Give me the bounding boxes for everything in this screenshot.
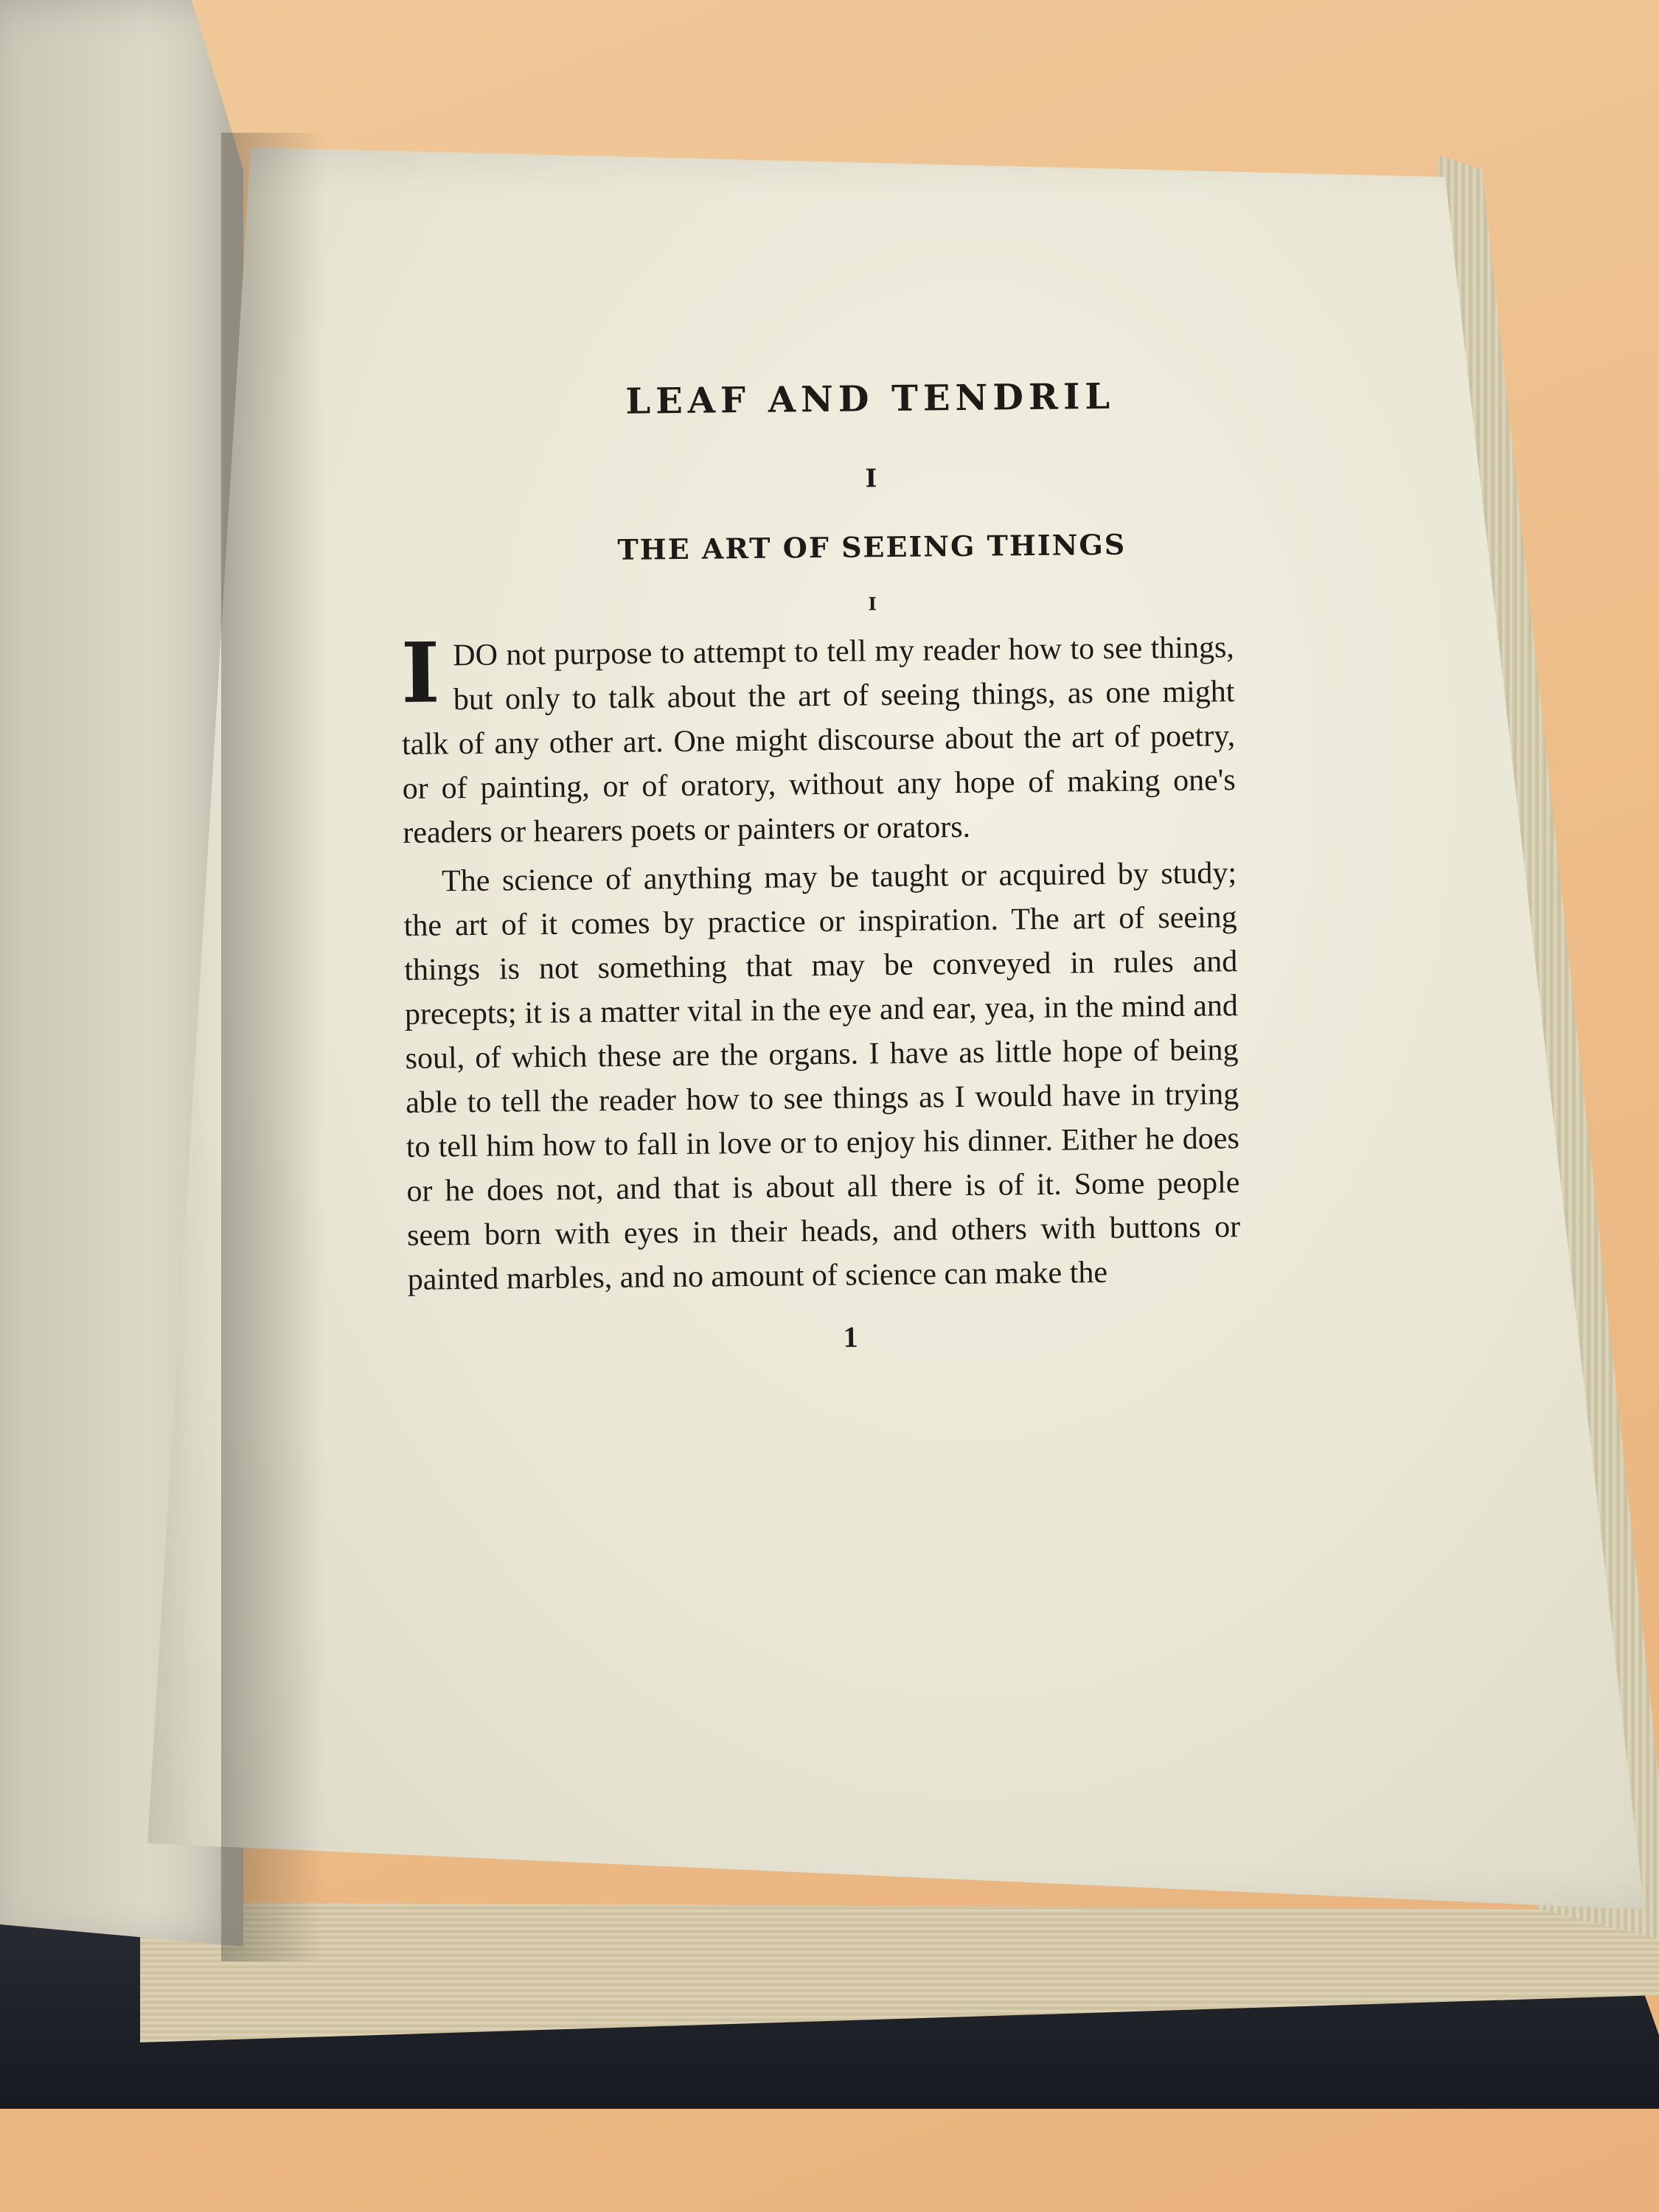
section-number: I — [868, 593, 877, 615]
paragraph-2: The science of anything may be taught or acquired by study; the art of it comes by practice or inspiration. The art of seeing things is not something that may be conveyed in rules and precepts; it is a matter vital in the eye and ear, yea, in the mind and soul, of which these are the organs. I have as little hope of being able to tell the reader how to see things as I would have in trying to tell him how to fall in love or to enjoy his dinner. Either he does or he does not, and that is about all there is of it. Some people seem born with eyes in their heads, and others with buttons or painted marbles, and no amount of science can make the — [403, 856, 1241, 1297]
paragraph-1 — [401, 625, 1237, 855]
chapter-title: THE ART OF SEEING THINGS — [617, 527, 1127, 566]
drop-cap: I — [400, 625, 441, 722]
chapter-number: I — [865, 464, 877, 494]
gutter-shadow — [221, 133, 324, 1961]
page-text-block — [398, 374, 1355, 1637]
page-number: 1 — [843, 1320, 858, 1354]
paragraph-1-text: DO not purpose to attempt to tell my reader how to see things, but only to talk about the art of seeing things, as one might talk of any other art. One might discourse about the art of poetry, or of painting, or of oratory, without any hope of making one's readers or hearers poets or painters or orators. — [401, 630, 1236, 850]
book-title: LEAF AND TENDRIL — [625, 375, 1116, 422]
